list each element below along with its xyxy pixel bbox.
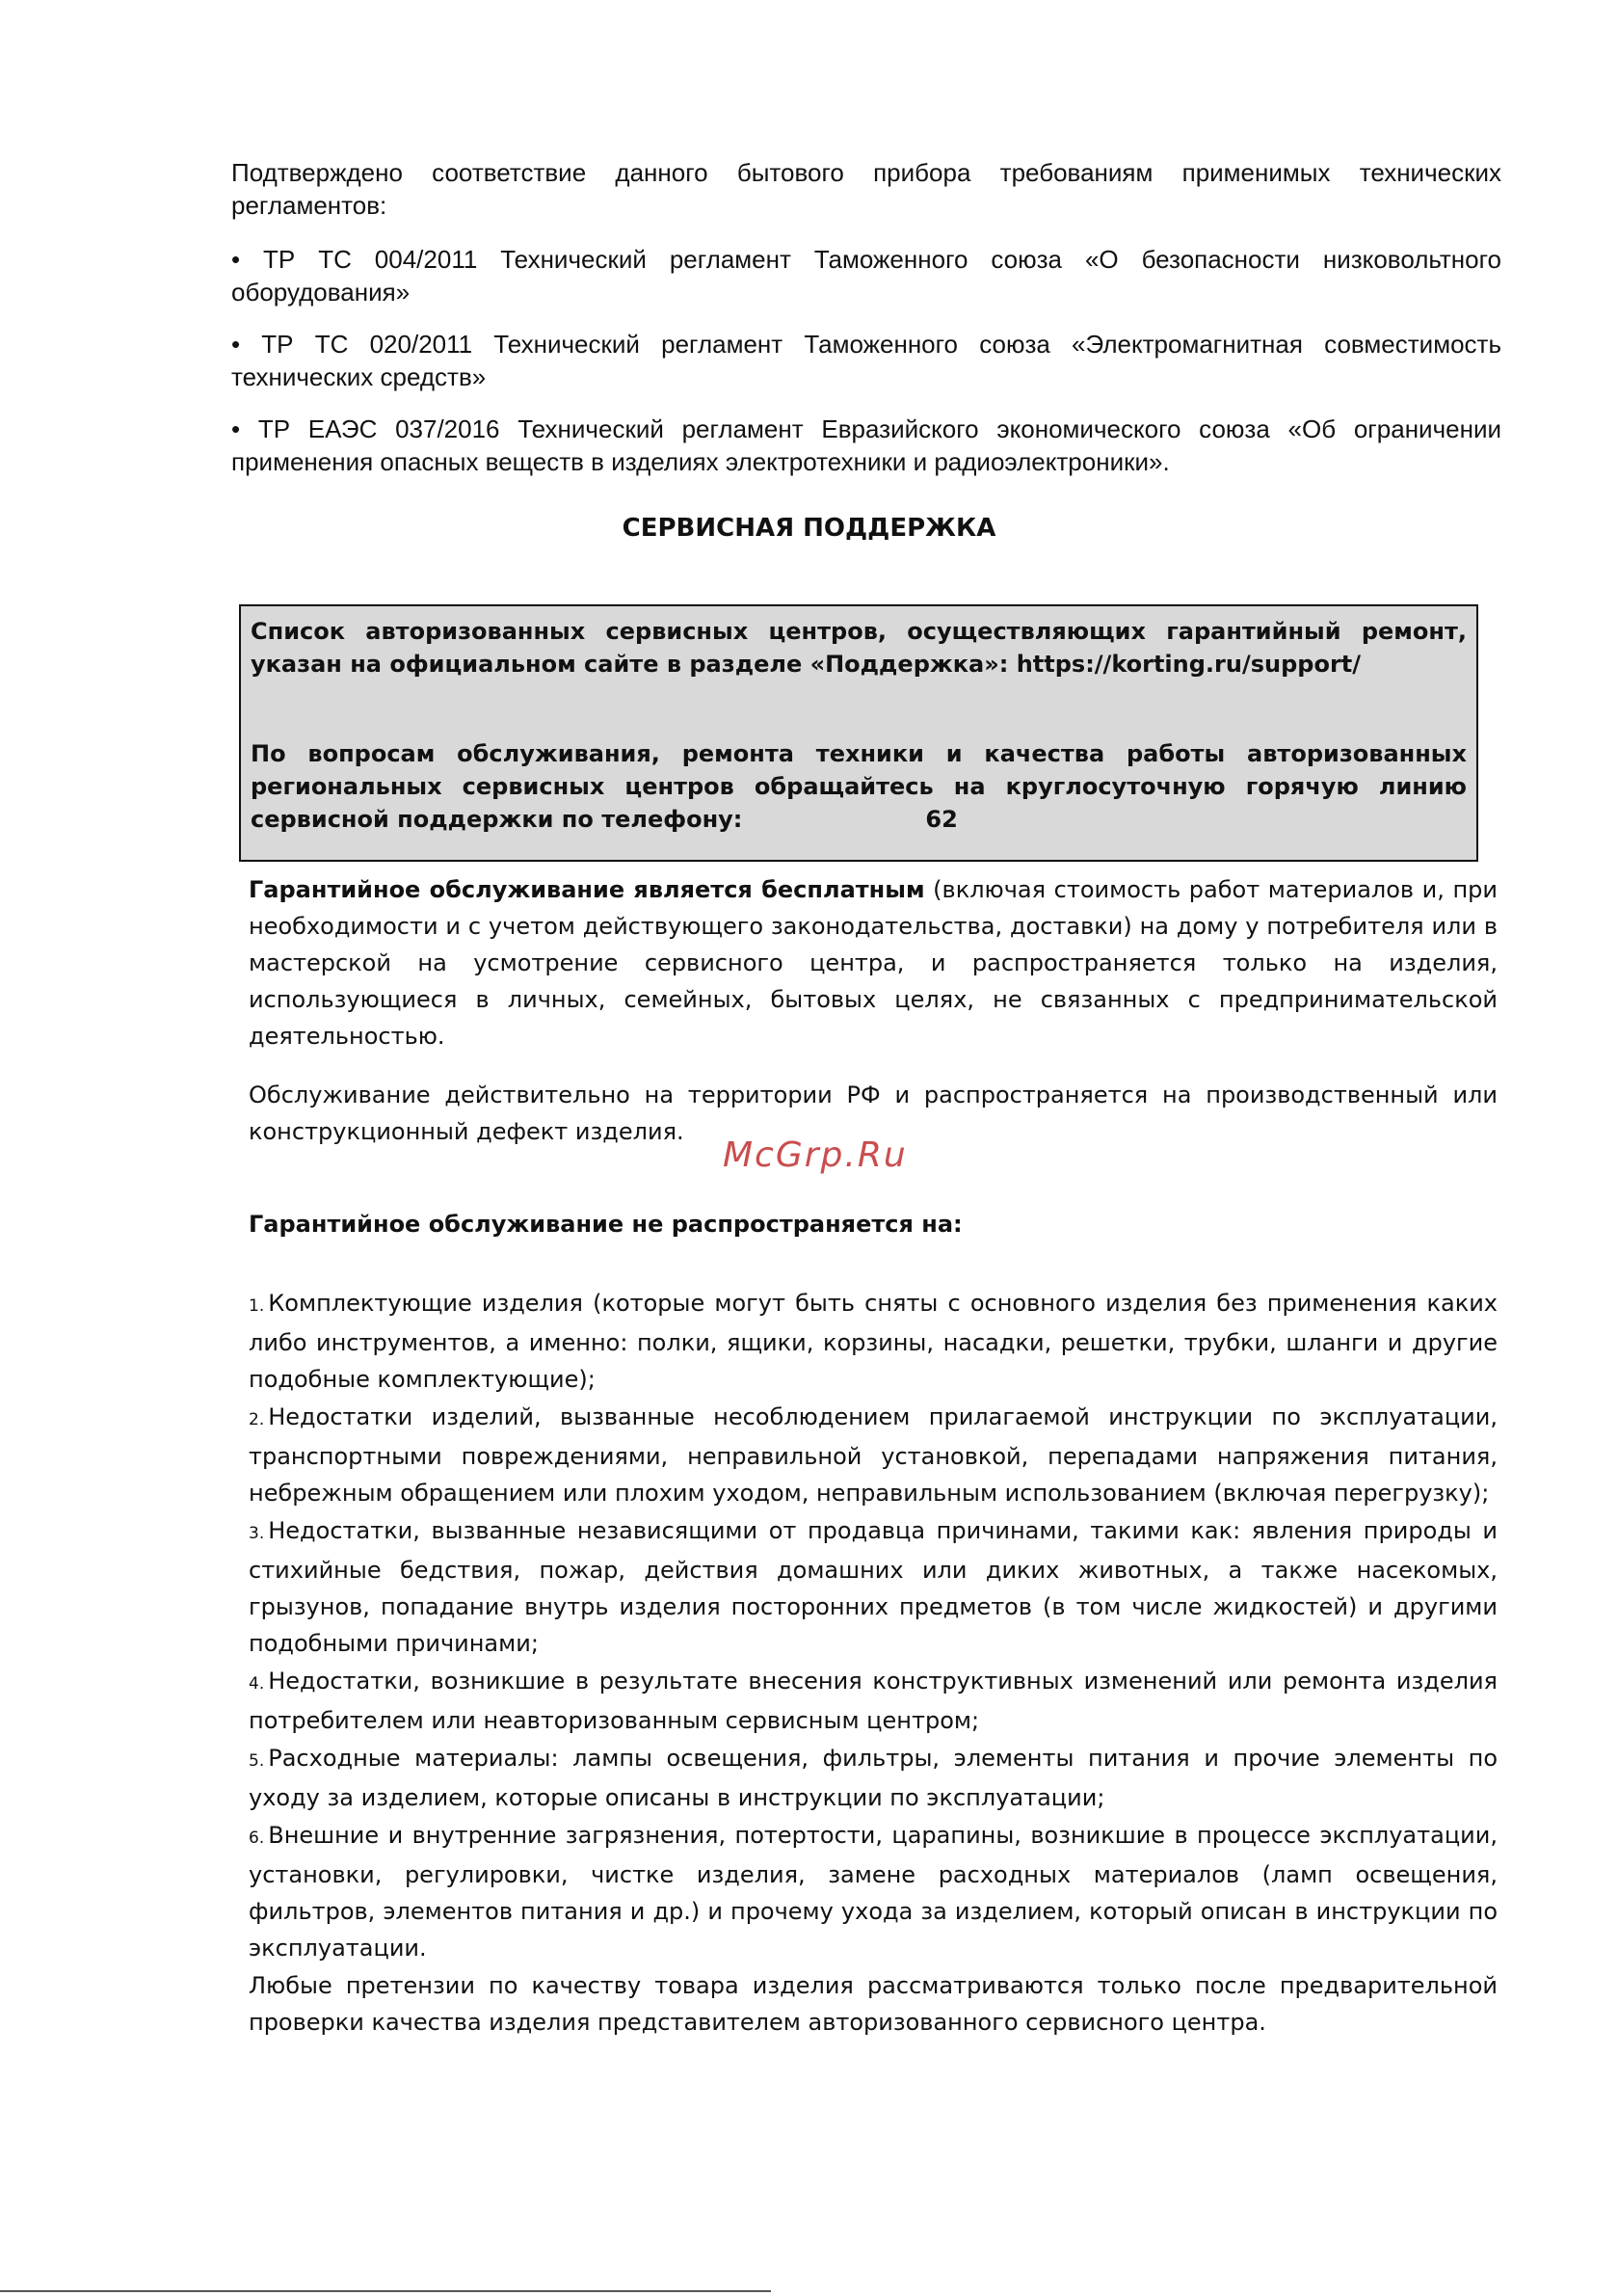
- list-number: 4.: [249, 1674, 265, 1694]
- list-text: Недостатки, вызванные независящими от продавца причинами, такими как: явления природы и стихийные бедствия, пожар, действия домашних или диких животных, а также насекомых, грызунов, попадание внутрь изделия посторонних предметов (в том числе жидкостей) и другими подобными причинами;: [249, 1517, 1498, 1657]
- list-item: [249, 1512, 1498, 1662]
- hotline-text: [251, 737, 1467, 836]
- list-text: Недостатки изделий, вызванные несоблюдением прилагаемой инструкции по эксплуатации, транспортными повреждениями, неправильной установкой, перепадами напряжения питания, небрежным обращением или плохим уходом, неправильным использованием (включая перегрузку);: [249, 1403, 1498, 1507]
- service-info-box: [239, 604, 1478, 862]
- regulations-intro: Подтверждено соответствие данного бытового прибора требованиям применимых технических регламентов:: [231, 158, 1501, 220]
- list-number: 5.: [249, 1751, 265, 1771]
- list-item: [249, 1663, 1498, 1739]
- exclusions-list: [249, 1285, 1498, 2042]
- regulation-item: • ТР ТС 020/2011 Технический регламент Таможенного союза «Электромагнитная совместимость технических средств»: [231, 330, 1501, 391]
- list-number: 2.: [249, 1410, 265, 1429]
- list-number: 3.: [249, 1524, 265, 1543]
- warranty-free-bold: Гарантийное обслуживание является бесплатным: [249, 876, 925, 903]
- phone-number: 62: [925, 806, 958, 833]
- warranty-free-rest: (включая стоимость работ материалов и, при необходимости и с учетом действующего законодательства, доставки) на дому у потребителя или в мастерской на усмотрение сервисного центра, и распространяется только на изделия, использующиеся в личных, семейных, бытовых целях, не связанных с предпринимательской деятельностью.: [249, 876, 1498, 1050]
- list-text: Внешние и внутренние загрязнения, потертости, царапины, возникшие в процессе эксплуатации, установки, регулировки, чистке изделия, замене расходных материалов (ламп освещения, фильтров, элементов питания и др.) и прочему ухода за изделием, который описан в инструкции по эксплуатации.: [249, 1822, 1498, 1962]
- watermark: McGrp.Ru: [723, 1135, 908, 1175]
- claims-paragraph: Любые претензии по качеству товара изделия рассматриваются только после предварительной проверки качества изделия представителем авторизованного сервисного центра.: [249, 1972, 1498, 2036]
- list-item: [249, 1285, 1498, 1398]
- regulation-item: • ТР ЕАЭС 037/2016 Технический регламент Евразийского экономического союза «Об ограничении применения опасных веществ в изделиях электротехники и радиоэлектроники».: [231, 414, 1501, 476]
- list-item: [249, 1740, 1498, 1816]
- service-centers-text: Список авторизованных сервисных центров, осуществляющих гарантийный ремонт, указан на официальном сайте в разделе «Поддержка»: https://korting.ru/support/: [251, 618, 1467, 678]
- warranty-free-paragraph: [249, 871, 1498, 1055]
- list-text: Комплектующие изделия (которые могут быть сняты с основного изделия без применения каких либо инструментов, а именно: полки, ящики, корзины, насадки, решетки, трубки, шланги и другие подобные комплектующие);: [249, 1290, 1498, 1393]
- regulation-item: • ТР ТС 004/2011 Технический регламент Таможенного союза «О безопасности низковольтного оборудования»: [231, 245, 1501, 307]
- warranty-validity-paragraph: Обслуживание действительно на территории РФ и распространяется на производственный или конструкционный дефект изделия.: [249, 1081, 1498, 1145]
- hotline-label: По вопросам обслуживания, ремонта техники и качества работы авторизованных региональных сервисных центров обращайтесь на круглосуточную горячую линию сервисной поддержки по телефону:: [251, 740, 1467, 833]
- list-item: [249, 1399, 1498, 1511]
- list-text: Расходные материалы: лампы освещения, фильтры, элементы питания и прочие элементы по уходу за изделием, которые описаны в инструкции по эксплуатации;: [249, 1745, 1498, 1811]
- list-text: Недостатки, возникшие в результате внесения конструктивных изменений или ремонта изделия потребителем или неавторизованным сервисным центром;: [249, 1668, 1498, 1734]
- not-covered-heading: Гарантийное обслуживание не распространяется на:: [249, 1211, 963, 1238]
- list-number: 1.: [249, 1296, 265, 1316]
- list-item: [249, 1817, 1498, 1966]
- section-title: СЕРВИСНАЯ ПОДДЕРЖКА: [622, 514, 996, 543]
- list-number: 6.: [249, 1829, 265, 1848]
- footer-divider: [0, 2290, 771, 2292]
